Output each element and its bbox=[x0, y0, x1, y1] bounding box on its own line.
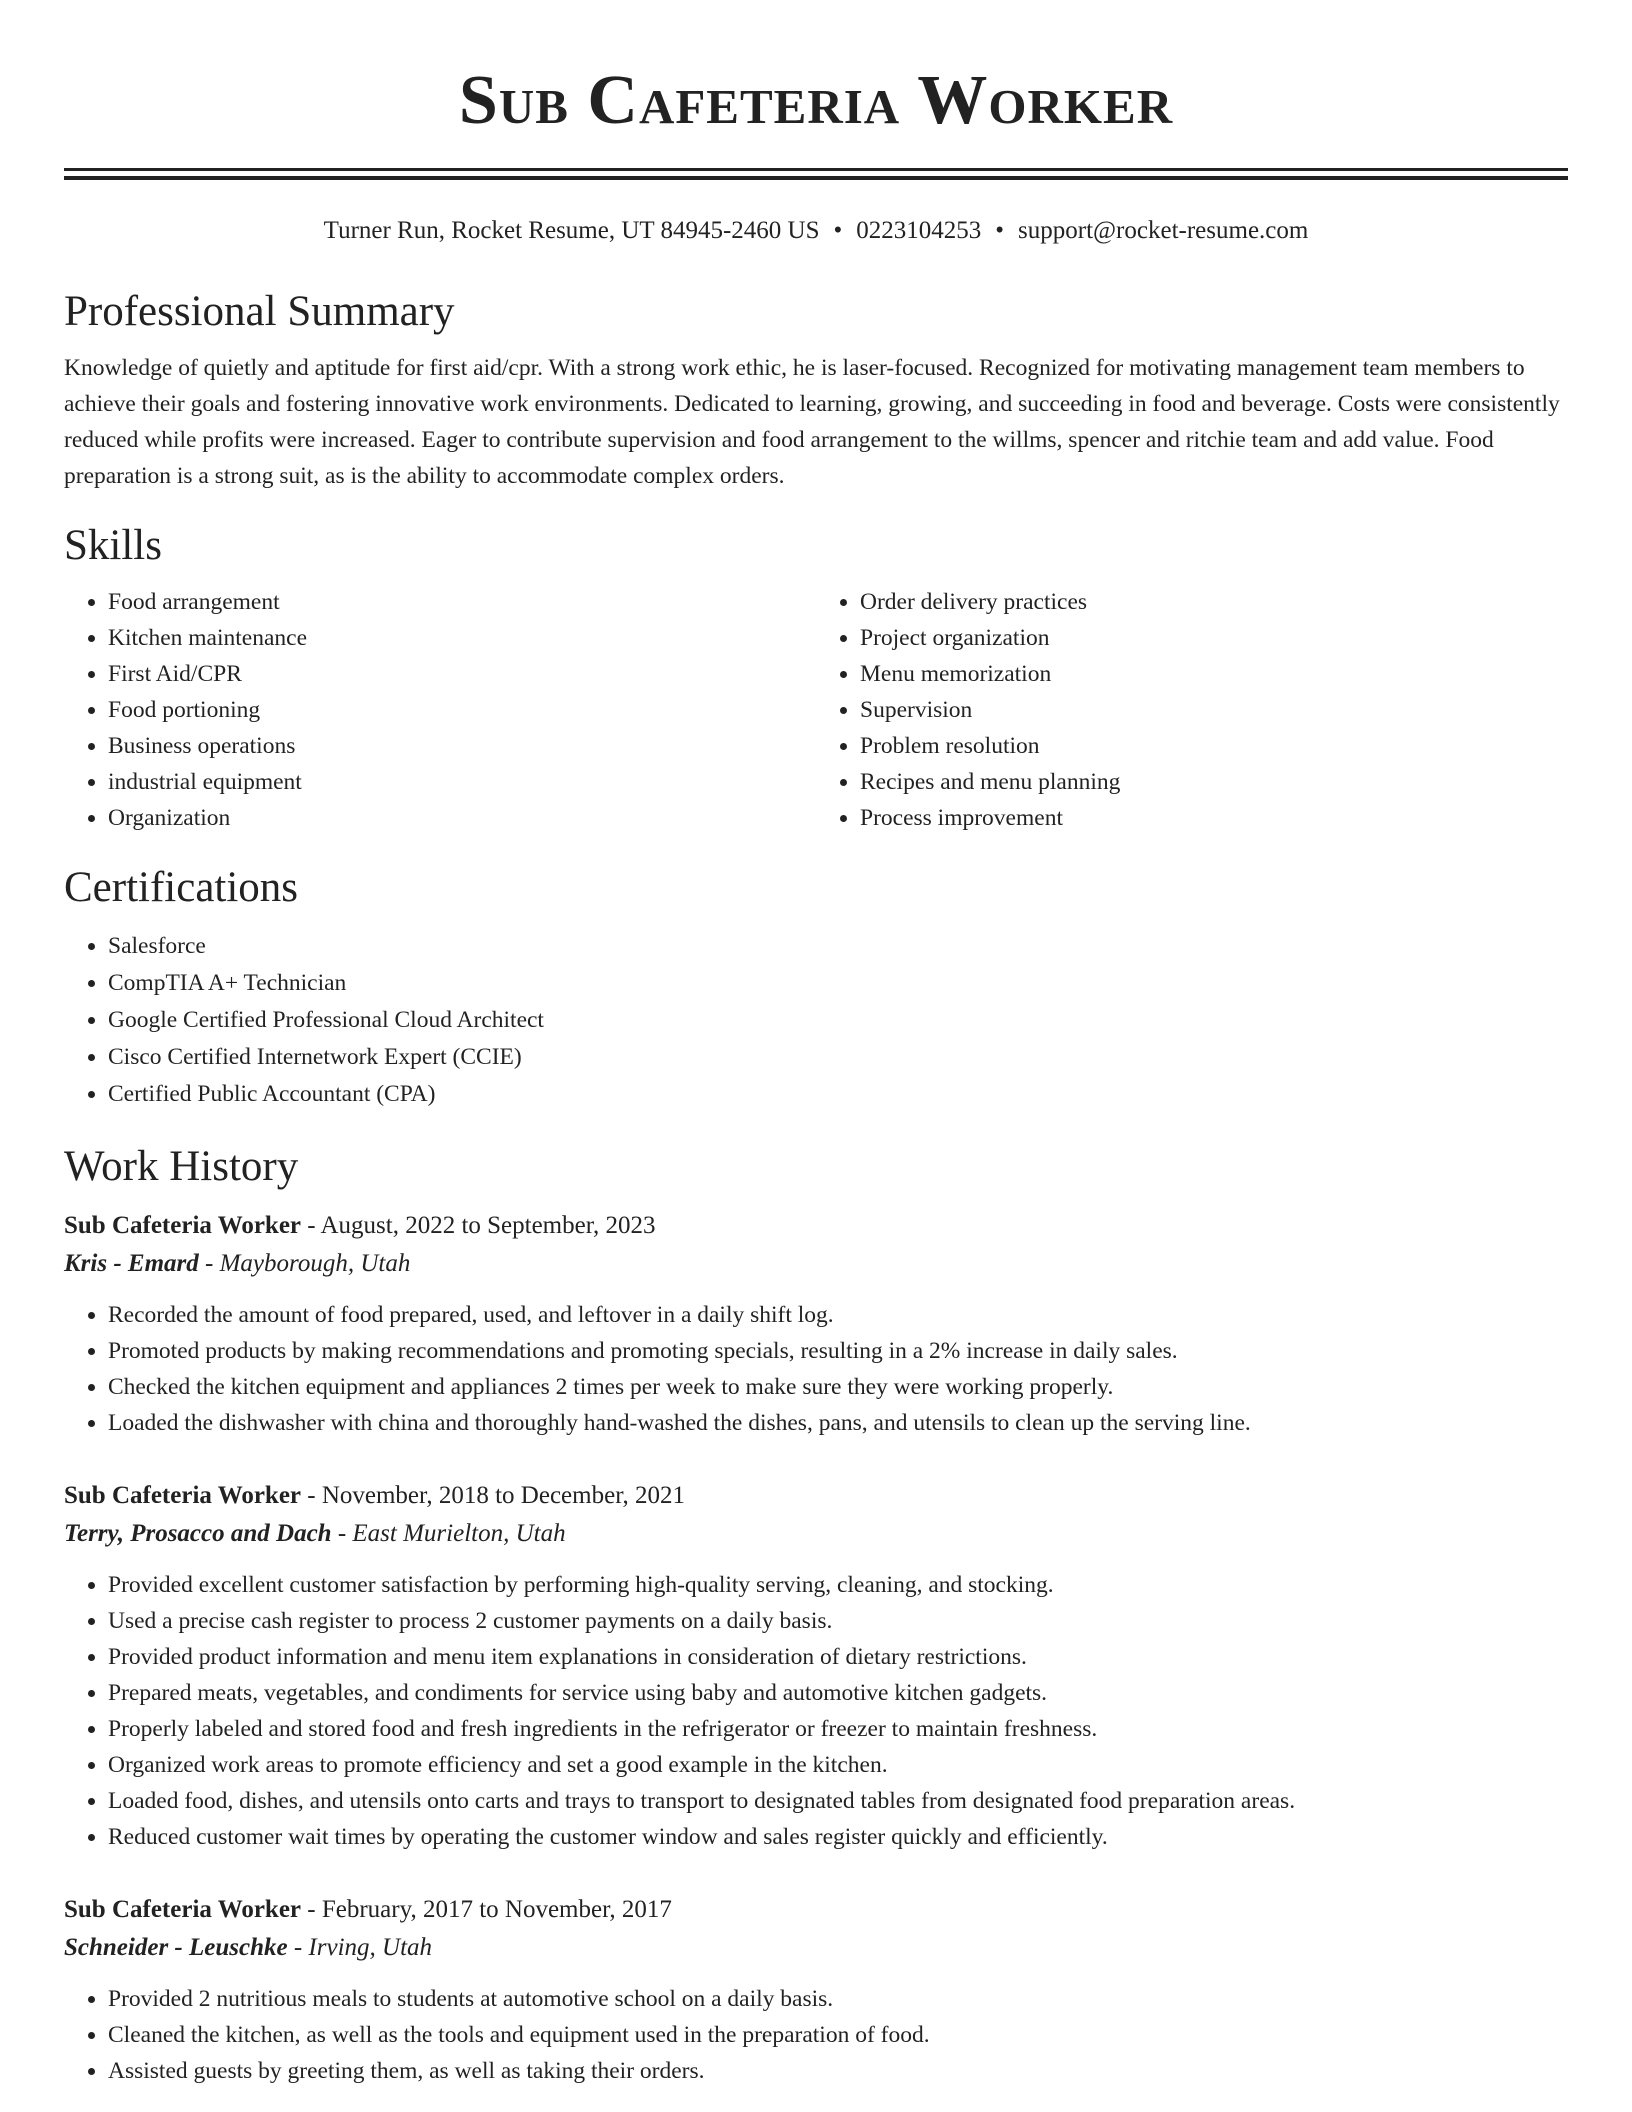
job-bullet: • Promoted products by making recommendations and promoting specials, resulting in a 2% increase in daily sales. bbox=[108, 1333, 1568, 1369]
job-title-line bbox=[64, 1891, 1568, 1929]
job-company-line bbox=[64, 1929, 1568, 1967]
skill-item: • Kitchen maintenance bbox=[108, 620, 816, 656]
job-company: Terry, Prosacco and Dach bbox=[64, 1520, 332, 1547]
job-company-line bbox=[64, 1245, 1568, 1283]
skill-item: • Recipes and menu planning bbox=[860, 764, 1568, 800]
certification-item: • CompTIA A+ Technician bbox=[108, 965, 1568, 1002]
certifications-heading: Certifications bbox=[64, 864, 299, 911]
job-bullets bbox=[64, 1981, 1568, 2089]
job-company-line bbox=[64, 1515, 1568, 1553]
skills-columns bbox=[64, 584, 1568, 836]
job-bullet: • Properly labeled and stored food and fresh ingredients in the refrigerator or freezer to maintain freshness. bbox=[108, 1711, 1568, 1747]
header-divider bbox=[64, 168, 1568, 180]
job-bullet: • Loaded food, dishes, and utensils onto carts and trays to transport to designated tables from designated food preparation areas. bbox=[108, 1783, 1568, 1819]
skill-item: • Food portioning bbox=[108, 692, 816, 728]
contact-separator: • bbox=[833, 217, 843, 244]
job-bullet: • Provided excellent customer satisfaction by performing high-quality serving, cleaning, and stocking. bbox=[108, 1567, 1568, 1603]
job-bullet: • Prepared meats, vegetables, and condiments for service using baby and automotive kitchen gadgets. bbox=[108, 1675, 1568, 1711]
resume-page bbox=[64, 0, 1568, 2089]
resume-name: Sub Cafeteria Worker bbox=[458, 62, 1174, 139]
certification-item: • Google Certified Professional Cloud Architect bbox=[108, 1002, 1568, 1039]
work-history-heading: Work History bbox=[64, 1143, 299, 1190]
job-bullet: • Loaded the dishwasher with china and thoroughly hand-washed the dishes, pans, and utensils to clean up the serving line. bbox=[108, 1405, 1568, 1441]
summary-text: Knowledge of quietly and aptitude for first aid/cpr. With a strong work ethic, he is laser-focused. Recognized for motivating management team members to achieve their goals and fostering innovative work environments. Dedicated to learning, growing, and succeeding in food and beverage. Costs were consistently reduced while profits were increased. Eager to contribute supervision and food arrangement to the willms, spencer and ritchie team and add value. Food preparation is a strong suit, as is the ability to accommodate complex orders. bbox=[64, 355, 1560, 489]
job-bullet: • Provided product information and menu item explanations in consideration of dietary restrictions. bbox=[108, 1639, 1568, 1675]
job-bullets bbox=[64, 1567, 1568, 1855]
skill-item: • Menu memorization bbox=[860, 656, 1568, 692]
skill-item: • Order delivery practices bbox=[860, 584, 1568, 620]
job-title: Sub Cafeteria Worker bbox=[64, 1212, 302, 1239]
skill-item: • Supervision bbox=[860, 692, 1568, 728]
job-dates: - February, 2017 to November, 2017 bbox=[301, 1896, 672, 1923]
skill-item: • Organization bbox=[108, 800, 816, 836]
certification-item: • Certified Public Accountant (CPA) bbox=[108, 1076, 1568, 1113]
job-bullets bbox=[64, 1297, 1568, 1441]
job-location: - East Murielton, Utah bbox=[331, 1520, 566, 1547]
skills-heading: Skills bbox=[64, 522, 162, 569]
job-dates: - November, 2018 to December, 2021 bbox=[301, 1482, 686, 1509]
skills-list-right bbox=[816, 584, 1568, 836]
job-bullet: • Used a precise cash register to process 2 customer payments on a daily basis. bbox=[108, 1603, 1568, 1639]
job-company: Schneider - Leuschke bbox=[64, 1934, 288, 1961]
job-entry bbox=[64, 1891, 1568, 2089]
job-title-line bbox=[64, 1207, 1568, 1245]
job-bullet: • Cleaned the kitchen, as well as the tools and equipment used in the preparation of food. bbox=[108, 2017, 1568, 2053]
job-title-line bbox=[64, 1477, 1568, 1515]
contact-separator: • bbox=[995, 217, 1005, 244]
skill-item: • industrial equipment bbox=[108, 764, 816, 800]
skill-item: • Problem resolution bbox=[860, 728, 1568, 764]
skill-item: • Process improvement bbox=[860, 800, 1568, 836]
job-location: - Irving, Utah bbox=[287, 1934, 433, 1961]
skill-item: • First Aid/CPR bbox=[108, 656, 816, 692]
certifications-list bbox=[64, 928, 1568, 1113]
job-location: - Mayborough, Utah bbox=[198, 1250, 411, 1277]
certification-item: • Cisco Certified Internetwork Expert (CCIE) bbox=[108, 1039, 1568, 1076]
contact-phone[interactable]: 0223104253 bbox=[856, 217, 982, 244]
job-company: Kris - Emard bbox=[64, 1250, 199, 1277]
summary-heading: Professional Summary bbox=[64, 288, 455, 335]
skill-item: • Food arrangement bbox=[108, 584, 816, 620]
skill-item: • Project organization bbox=[860, 620, 1568, 656]
job-title: Sub Cafeteria Worker bbox=[64, 1482, 302, 1509]
job-bullet: • Recorded the amount of food prepared, used, and leftover in a daily shift log. bbox=[108, 1297, 1568, 1333]
skill-item: • Business operations bbox=[108, 728, 816, 764]
skills-list-left bbox=[64, 584, 816, 836]
job-entry bbox=[64, 1207, 1568, 1441]
job-dates: - August, 2022 to September, 2023 bbox=[301, 1212, 656, 1239]
contact-email[interactable]: support@rocket-resume.com bbox=[1018, 217, 1309, 244]
contact-address: Turner Run, Rocket Resume, UT 84945-2460 US bbox=[323, 217, 820, 244]
job-bullet: • Organized work areas to promote efficiency and set a good example in the kitchen. bbox=[108, 1747, 1568, 1783]
job-bullet: • Checked the kitchen equipment and appliances 2 times per week to make sure they were working properly. bbox=[108, 1369, 1568, 1405]
certification-item: • Salesforce bbox=[108, 928, 1568, 965]
job-entry bbox=[64, 1477, 1568, 1855]
contact-line bbox=[64, 214, 1568, 248]
job-bullet: • Provided 2 nutritious meals to students at automotive school on a daily basis. bbox=[108, 1981, 1568, 2017]
job-bullet: • Assisted guests by greeting them, as well as taking their orders. bbox=[108, 2053, 1568, 2089]
job-bullet: • Reduced customer wait times by operating the customer window and sales register quickly and efficiently. bbox=[108, 1819, 1568, 1855]
job-title: Sub Cafeteria Worker bbox=[64, 1896, 302, 1923]
